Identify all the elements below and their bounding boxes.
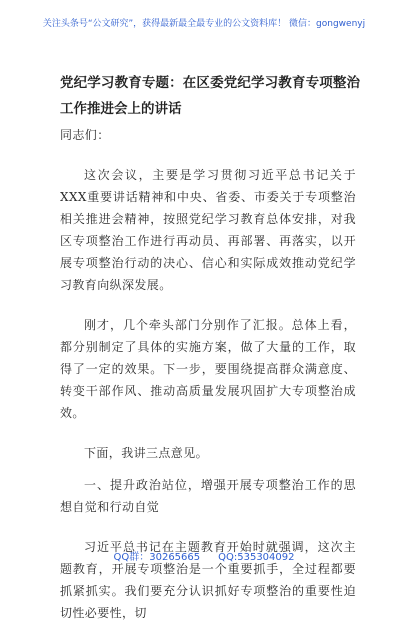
footer-qq: QQ:535304092 bbox=[218, 552, 295, 563]
footer-qq-group: QQ群：30265665 bbox=[113, 552, 201, 563]
header-banner: 关注头条号“公文研究”，获得最新最全最专业的公文资料库！ 微信：gongwenyj bbox=[42, 19, 366, 29]
paragraph-reports: 刚才，几个牵头部门分别作了汇报。总体上看，都分别制定了具体的实施方案，做了大量的工作，取得了一定的效果。下一步，要围绕提高群众满意度、转变干部作风、推动高质量发展巩固扩大专项整治成效。 bbox=[60, 318, 356, 420]
document-title: 党纪学习教育专题：在区委党纪学习教育专项整治工作推进会上的讲话 bbox=[60, 75, 360, 117]
salutation: 同志们： bbox=[60, 128, 110, 142]
paragraph-intro: 这次会议，主要是学习贯彻习近平总书记关于XXX重要讲话精神和中央、省委、市委关于专项整治相关推进会精神，按照党纪学习教育总体安排，对我区专项整治工作进行再动员、再部署、再落实，以开展专项整治行动的决心、信心和实际成效推动党纪学习教育向纵深发展。 bbox=[60, 168, 356, 292]
footer-contact bbox=[0, 548, 408, 563]
paragraph-three-points: 下面，我讲三点意见。 bbox=[84, 446, 209, 460]
paragraph-section-1: 习近平总书记在主题教育开始时就强调，这次主题教育，开展专项整治是一个重要抓手，全过程都要抓紧抓实。我们要充分认识抓好专项整治的重要性迫切性必要性，切 bbox=[60, 540, 356, 620]
document-body bbox=[60, 124, 356, 642]
section-heading-1: 一、提升政治站位，增强开展专项整治工作的思想自觉和行动自觉 bbox=[60, 478, 356, 514]
